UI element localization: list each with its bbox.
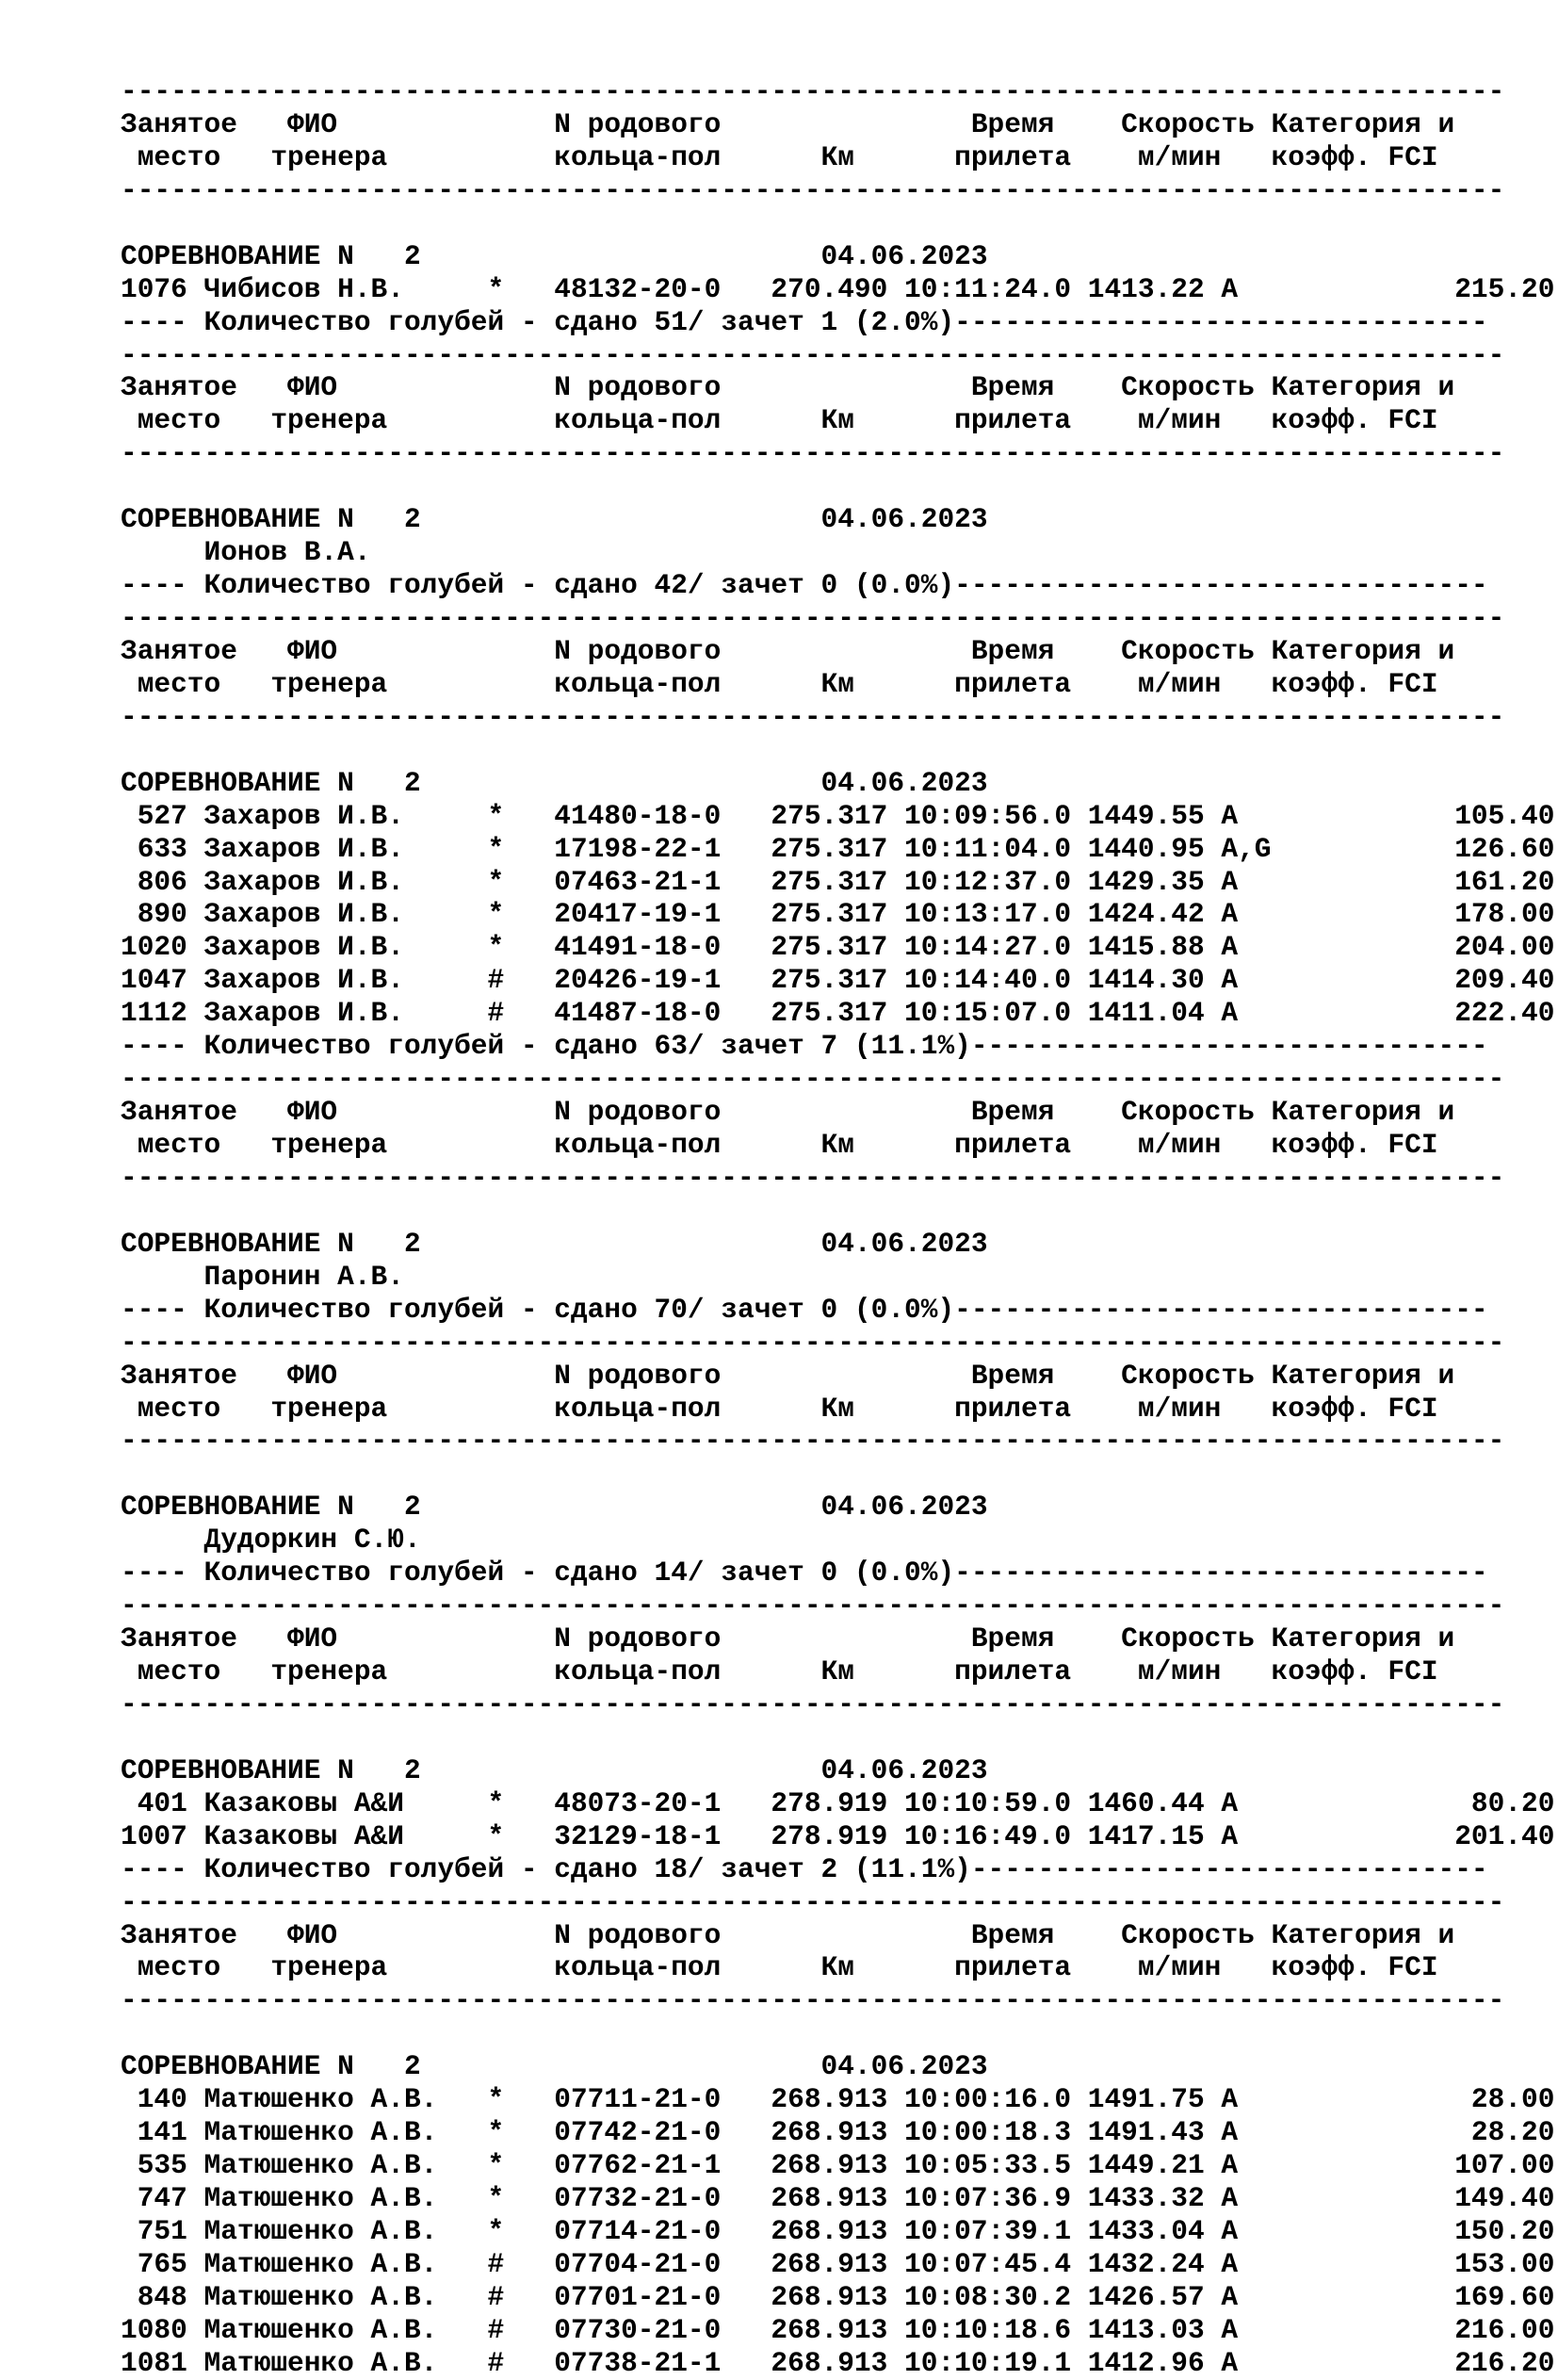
result-row: 1080 Матюшенко А.В. # 07730-21-0 268.913 10:10:18.6 1413.03 А 216.00 [121, 2313, 1555, 2346]
result-row: 765 Матюшенко А.В. # 07704-21-0 268.913 10:07:45.4 1432.24 А 153.00 [121, 2247, 1555, 2280]
column-header-line-1: Занятое ФИО N родового Время Скорость Категория и [121, 107, 1455, 140]
separator-line: ----------------------------------------------------------------------------------- [121, 338, 1505, 371]
column-header-line-2: место тренера кольца-пол Км прилета м/мин коэфф. FCI [121, 140, 1438, 173]
column-header-line-1: Занятое ФИО N родового Время Скорость Категория и [121, 1622, 1455, 1655]
separator-line: ----------------------------------------------------------------------------------- [121, 1161, 1505, 1194]
separator-line: ----------------------------------------------------------------------------------- [121, 173, 1505, 206]
blank-line [121, 2017, 1534, 2050]
blank-line [121, 1721, 1534, 1754]
column-header-line-1: Занятое ФИО N родового Время Скорость Категория и [121, 634, 1455, 667]
result-row: Ионов В.А. [121, 536, 371, 569]
summary-line: ---- Количество голубей - сдано 42/ зачет 0 (0.0%)-------------------------------- [121, 569, 1488, 602]
result-row: 527 Захаров И.В. * 41480-18-0 275.317 10:09:56.0 1449.55 А 105.40 [121, 799, 1555, 832]
result-row: Паронин А.В. [121, 1260, 404, 1293]
blank-line [121, 734, 1534, 767]
result-row: Дудоркин С.Ю. [121, 1524, 421, 1557]
summary-line: ---- Количество голубей - сдано 70/ зачет 0 (0.0%)-------------------------------- [121, 1293, 1488, 1326]
competition-line: СОРЕВНОВАНИЕ N 2 04.06.2023 [121, 1491, 988, 1524]
competition-line: СОРЕВНОВАНИЕ N 2 04.06.2023 [121, 503, 988, 536]
column-header-line-2: место тренера кольца-пол Км прилета м/мин коэфф. FCI [121, 667, 1438, 700]
competition-line: СОРЕВНОВАНИЕ N 2 04.06.2023 [121, 1227, 988, 1260]
column-header-line-2: место тренера кольца-пол Км прилета м/мин коэфф. FCI [121, 1951, 1438, 1984]
result-row: 140 Матюшенко А.В. * 07711-21-0 268.913 10:00:16.0 1491.75 А 28.00 [121, 2083, 1555, 2116]
summary-line: ---- Количество голубей - сдано 18/ зачет 2 (11.1%)------------------------------- [121, 1852, 1488, 1885]
column-header-line-1: Занятое ФИО N родового Время Скорость Категория и [121, 1096, 1455, 1129]
column-header-line-2: место тренера кольца-пол Км прилета м/мин коэфф. FCI [121, 1392, 1438, 1425]
result-row: 633 Захаров И.В. * 17198-22-1 275.317 10:11:04.0 1440.95 А,G 126.60 [121, 832, 1555, 865]
result-row: 890 Захаров И.В. * 20417-19-1 275.317 10:13:17.0 1424.42 А 178.00 [121, 898, 1555, 931]
column-header-line-2: место тренера кольца-пол Км прилета м/мин коэфф. FCI [121, 1655, 1438, 1687]
result-row: 1020 Захаров И.В. * 41491-18-0 275.317 10:14:27.0 1415.88 А 204.00 [121, 931, 1555, 964]
separator-line: ----------------------------------------------------------------------------------- [121, 1885, 1505, 1918]
blank-line [121, 1458, 1534, 1491]
competition-line: СОРЕВНОВАНИЕ N 2 04.06.2023 [121, 2050, 988, 2083]
blank-line [121, 470, 1534, 503]
competition-line: СОРЕВНОВАНИЕ N 2 04.06.2023 [121, 1753, 988, 1786]
separator-line: ----------------------------------------------------------------------------------- [121, 1984, 1505, 2017]
result-row: 1081 Матюшенко А.В. # 07738-21-1 268.913 10:10:19.1 1412.96 А 216.20 [121, 2346, 1555, 2379]
separator-line: ----------------------------------------------------------------------------------- [121, 1063, 1505, 1096]
separator-line: ----------------------------------------------------------------------------------- [121, 1687, 1505, 1720]
separator-line: ----------------------------------------------------------------------------------- [121, 437, 1505, 470]
summary-line: ---- Количество голубей - сдано 51/ зачет 1 (2.0%)-------------------------------- [121, 305, 1488, 338]
separator-line: ----------------------------------------------------------------------------------- [121, 1425, 1505, 1458]
column-header-line-2: место тренера кольца-пол Км прилета м/мин коэфф. FCI [121, 404, 1438, 437]
column-header-line-1: Занятое ФИО N родового Время Скорость Категория и [121, 1359, 1455, 1392]
race-results-document [121, 75, 1555, 2380]
result-row: 747 Матюшенко А.В. * 07732-21-0 268.913 10:07:36.9 1433.32 А 149.40 [121, 2182, 1555, 2214]
competition-line: СОРЕВНОВАНИЕ N 2 04.06.2023 [121, 239, 988, 272]
summary-line: ---- Количество голубей - сдано 63/ зачет 7 (11.1%)------------------------------- [121, 1030, 1488, 1063]
blank-line [121, 1195, 1534, 1228]
separator-line: ----------------------------------------------------------------------------------- [121, 602, 1505, 634]
result-row: 1007 Казаковы А&И * 32129-18-1 278.919 10:16:49.0 1417.15 А 201.40 [121, 1819, 1555, 1852]
result-row: 141 Матюшенко А.В. * 07742-21-0 268.913 10:00:18.3 1491.43 А 28.20 [121, 2116, 1555, 2149]
separator-line: ----------------------------------------------------------------------------------- [121, 1326, 1505, 1359]
summary-line: ---- Количество голубей - сдано 14/ зачет 0 (0.0%)-------------------------------- [121, 1557, 1488, 1589]
result-row: 1047 Захаров И.В. # 20426-19-1 275.317 10:14:40.0 1414.30 А 209.40 [121, 964, 1555, 997]
separator-line: ----------------------------------------------------------------------------------- [121, 1589, 1505, 1622]
competition-line: СОРЕВНОВАНИЕ N 2 04.06.2023 [121, 766, 988, 799]
column-header-line-2: место тренера кольца-пол Км прилета м/мин коэфф. FCI [121, 1129, 1438, 1161]
result-row: 751 Матюшенко А.В. * 07714-21-0 268.913 10:07:39.1 1433.04 А 150.20 [121, 2214, 1555, 2247]
separator-line: ----------------------------------------------------------------------------------- [121, 700, 1505, 733]
separator-line: ----------------------------------------------------------------------------------- [121, 75, 1505, 107]
result-row: 1112 Захаров И.В. # 41487-18-0 275.317 10:15:07.0 1411.04 А 222.40 [121, 997, 1555, 1030]
column-header-line-1: Занятое ФИО N родового Время Скорость Категория и [121, 1918, 1455, 1951]
result-row: 848 Матюшенко А.В. # 07701-21-0 268.913 10:08:30.2 1426.57 А 169.60 [121, 2280, 1555, 2313]
result-row: 401 Казаковы А&И * 48073-20-1 278.919 10:10:59.0 1460.44 А 80.20 [121, 1786, 1555, 1819]
column-header-line-1: Занятое ФИО N родового Время Скорость Категория и [121, 371, 1455, 404]
result-row: 806 Захаров И.В. * 07463-21-1 275.317 10:12:37.0 1429.35 А 161.20 [121, 865, 1555, 898]
blank-line [121, 207, 1534, 240]
result-row: 535 Матюшенко А.В. * 07762-21-1 268.913 10:05:33.5 1449.21 А 107.00 [121, 2149, 1555, 2182]
result-row: 1076 Чибисов Н.В. * 48132-20-0 270.490 10:11:24.0 1413.22 А 215.20 [121, 272, 1555, 305]
